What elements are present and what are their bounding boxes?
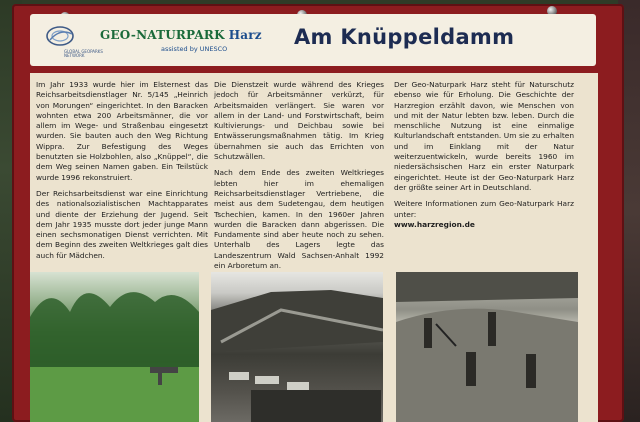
paragraph: Die Dienstzeit wurde während des Krieges jedoch für Arbeitsmänner verkürzt, für Arbeitsmaiden verlängert. Sie waren vor allem in der Land- und Forstwirtschaft, beim Kultivierungs- und Deichbau sowie bei Entwässerungsmaßnahmen tätig. Im Krieg übernahmen sie auch das Errichten von Schutzwällen.: [214, 80, 384, 162]
brand-subtitle: assisted by UNESCO: [161, 45, 228, 53]
board-side-credits: [602, 300, 614, 410]
paragraph: Der Geo-Naturpark Harz steht für Naturschutz ebenso wie für Erholung. Die Geschichte der Harzregion erzählt davon, wie Menschen von und mit der Natur lebten bzw. leben. Durch die menschliche Nutzung ist eine einmalige Kulturlandschaft entstanden. Um sie zu erhalten und im Einklang mit der Natur weiterzuentwickeln, wurde bereits 1960 im niedersächsischen Harz ein erster Naturpark eingerichtet. Heute ist der Geo-Naturpark Harz der größte seiner Art in Deutschland.: [394, 80, 574, 192]
brand-name: [100, 28, 262, 42]
text-column-2: [214, 80, 384, 277]
brand-part-2: Harz: [228, 28, 262, 42]
sign-header: [30, 14, 596, 66]
labor-camp-historic-photo: [211, 272, 383, 422]
paragraph: Im Jahr 1933 wurde hier im Elsternest das Reichsarbeitsdienstlager Nr. 5/145 „Heinrich von Morungen“ eingerichtet. In den Baracken wohnten etwa 200 Arbeitsmänner, die vor allem im Wege- und Straßenbau eingesetzt wurden. Sie bauten auch den Weg Richtung Wippra. Zur Befestigung des Weges benutzten sie Holzbohlen, also „Knüppel“, die dem Weg seinen Namen gaben. Ein Teilstück wurde 1996 rekonstruiert.: [36, 80, 208, 182]
text-column-1: [36, 80, 208, 267]
paragraph: Der Reichsarbeitsdienst war eine Einrichtung des nationalsozialistischen Machtapparates und diente der Erziehung der Jugend. Seit dem Jahr 1935 musste dort jeder junge Mann einen sechsmonatigen Dienst verrichten. Mit dem Beginn des zweiten Weltkrieges galt dies auch für Mädchen.: [36, 188, 208, 260]
paragraph: Nach dem Ende des zweiten Weltkrieges lebten hier im ehemaligen Reichsarbeitsdienstlager Vertriebene, die meist aus dem Sudetengau, dem heutigen Tschechien, kamen. In den 1960er Jahren wurden die Baracken dann abgerissen. Die Fundamente sind aber heute noch zu sehen. Unterhalb des Lagers legte das Landeszentrum Wald Sachsen-Anhalt 1992 ein Arboretum an.: [214, 168, 384, 271]
workers-historic-photo: [396, 272, 578, 422]
paragraph: Weitere Informationen zum Geo-Naturpark Harz unter:: [394, 199, 574, 219]
forest-clearing-photo: [30, 272, 199, 422]
page-title: Am Knüppeldamm: [294, 25, 515, 49]
geopark-logo-text: GLOBAL GEOPARKS NETWORK: [64, 49, 103, 58]
geopark-logo: [42, 22, 103, 58]
website-link[interactable]: www.harzregion.de: [394, 219, 475, 229]
brand-part-1: GEO-NATURPARK: [100, 28, 225, 42]
text-column-3: [394, 80, 574, 236]
